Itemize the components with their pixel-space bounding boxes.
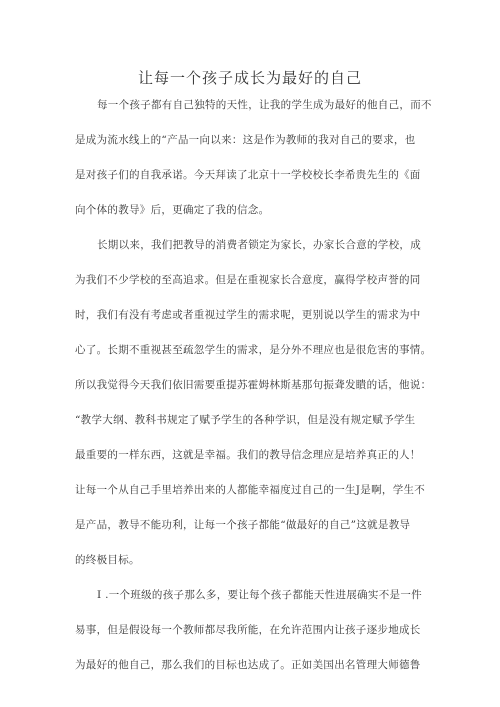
paragraph-line: 为最好的他自己，那么我们的目标也达成了。正如美国出名管理大师德鲁 <box>75 659 421 671</box>
paragraph-line: 易事，但是假设每一个教师都尽我所能，在允许范围内让孩子逐步地成长 <box>75 624 421 636</box>
paragraph-line: 是成为流水线上的“产品一向以来：这是作为教师的我对自己的要求，也 <box>75 134 416 146</box>
paragraph-line: 的终极目标。 <box>75 554 140 566</box>
paragraph-line: 所以我觉得今天我们依旧需要重提苏霍姆林斯基那句振聋发瞶的话，他说： <box>75 379 432 391</box>
paragraph-line: I .一个班级的孩子那么多，要让每个孩子都能天性进展确实不是一件 <box>97 589 422 601</box>
paragraph-line: 时，我们有没有考虑或者重视过学生的需求呢，更别说以学生的需求为中 <box>75 309 421 321</box>
paragraph-line: 每一个孩子都有自己独特的天性，让我的学生成为最好的他自己，而不 <box>97 99 432 111</box>
paragraph-line: 向个体的教导》后，更确定了我的信念。 <box>75 204 270 216</box>
paragraph-line: “教学大纲、教科书规定了赋予学生的各种学识，但是没有规定赋予学生 <box>75 414 416 426</box>
paragraph-line: 为我们不少学校的至高追求。但是在重视家长合意度，赢得学校声誉的同 <box>75 274 421 286</box>
paragraph-line: 心了。长期不重视甚至疏忽学生的需求，是分外不理应也是很危害的事情。 <box>75 344 432 356</box>
paragraph-line: 长期以来，我们把教导的消费者锁定为家长，办家长合意的学校，成 <box>97 239 421 251</box>
paragraph-line: 让每一个从自己手里培养出来的人都能幸福度过自己的一生J是啊，学生不 <box>75 484 426 496</box>
document-title: 让每一个孩子成长为最好的自己 <box>137 69 362 87</box>
paragraph-line: 是产品，教导不能功利，让每一个孩子都能“做最好的自己”这就是教导 <box>75 519 411 531</box>
paragraph-line: 最重要的一样东西，这就是幸福。我们的教导信念理应是培养真正的人！ <box>75 449 421 461</box>
paragraph-line: 是对孩子们的自我承诺。今天拜读了北京十一学校校长李希贵先生的《面 <box>75 169 421 181</box>
